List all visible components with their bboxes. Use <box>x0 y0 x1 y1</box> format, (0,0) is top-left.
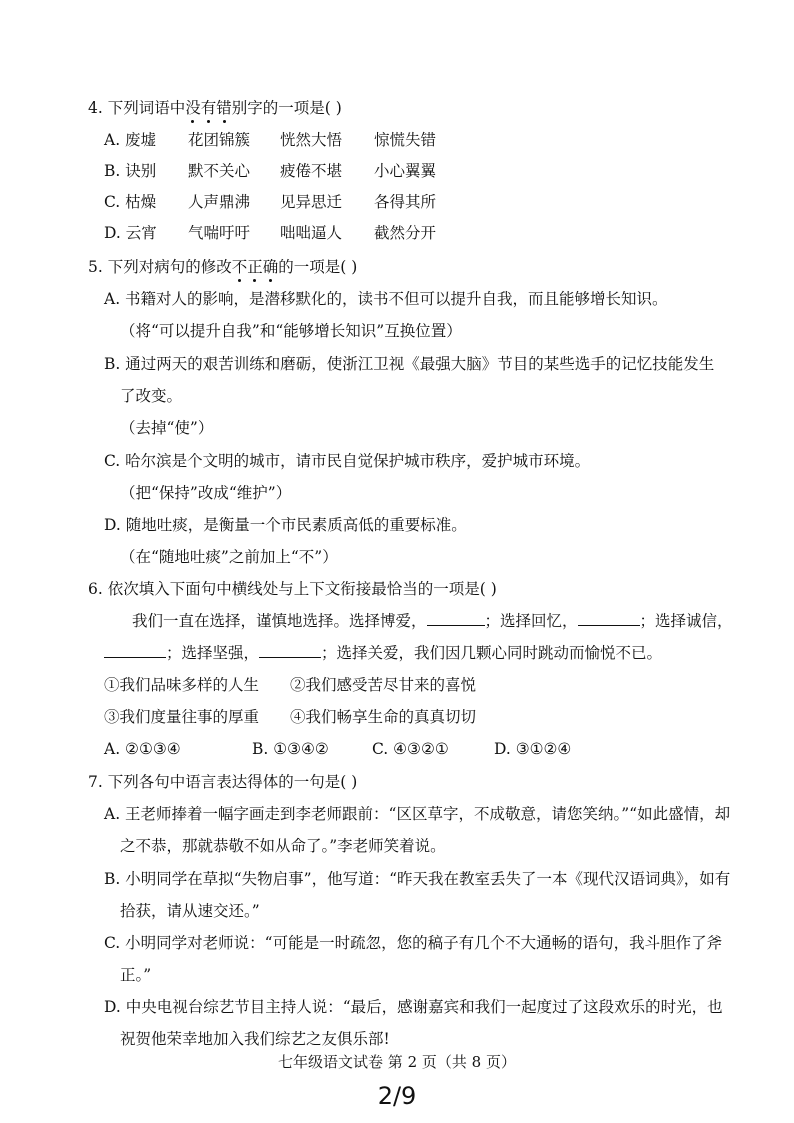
q5-option-a-fix: （将“可以提升自我”和“能够增长知识”互换位置） <box>120 322 462 340</box>
emphasis-char: 确 <box>262 258 279 276</box>
q4-cell: 恍然大悟 <box>280 131 343 149</box>
emphasis-char: 正 <box>247 258 263 276</box>
q4-stem-pre: 4. 下列词语中 <box>88 99 186 117</box>
page-indicator: 2/9 <box>377 1082 417 1110</box>
q4-cell: 咄咄逼人 <box>280 224 343 242</box>
q6-text: ；选择诚信， <box>639 612 733 630</box>
q4-cell: C. 枯燥 <box>104 193 157 211</box>
q5-option-d: D. 随地吐痰，是衡量一个市民素质高低的重要标准。 <box>104 516 467 534</box>
q4-option-a <box>104 130 474 150</box>
q6-answer: B. ①③④② <box>252 740 329 758</box>
q7-option-c-line2: 正。” <box>120 966 152 984</box>
q4-cell: 疲倦不堪 <box>280 162 343 180</box>
q4-cell: 各得其所 <box>374 193 437 211</box>
q5-stem-post: 的一项是( ) <box>278 258 358 276</box>
q4-option-d <box>104 223 474 243</box>
q4-cell: 默不关心 <box>188 162 251 180</box>
q4-cell: D. 云宵 <box>104 224 157 242</box>
q4-cell: A. 废墟 <box>104 131 157 149</box>
q4-cell: 气喘吁吁 <box>188 224 251 242</box>
q4-cell: B. 诀别 <box>104 162 157 180</box>
q5-option-d-fix: （在“随地吐痰”之前加上“不”） <box>120 548 338 566</box>
q7-option-d-line1: D. 中央电视台综艺节目主持人说：“最后，感谢嘉宾和我们一起度过了这段欢乐的时光，也 <box>104 998 723 1016</box>
q4-cell: 截然分开 <box>374 224 437 242</box>
q6-sentence: ④我们畅享生命的真真切切 <box>290 708 477 726</box>
q7-option-c-line1: C. 小明同学对老师说：“可能是一时疏忽，您的稿子有几个不大通畅的语句，我斗胆作了斧 <box>104 934 723 952</box>
q4-cell: 见异思迁 <box>280 193 343 211</box>
q7-stem: 7. 下列各句中语言表达得体的一句是( ) <box>88 773 358 791</box>
q5-stem-pre: 5. 下列对病句的修改 <box>88 258 232 276</box>
fill-blank <box>578 611 640 626</box>
q4-stem-post: 别字的一项是( ) <box>231 99 342 117</box>
q4-stem <box>88 98 342 118</box>
q6-text: 我们一直在选择，谨慎地选择。选择博爱， <box>132 612 427 630</box>
q5-option-a: A. 书籍对人的影响，是潜移默化的，读书不但可以提升自我，而且能够增长知识。 <box>104 290 668 308</box>
q7-option-b-line2: 拾获，请从速交还。” <box>120 902 260 920</box>
q5-option-c: C. 哈尔滨是个文明的城市，请市民自觉保护城市秩序，爱护城市环境。 <box>104 452 591 470</box>
q5-option-b-fix: （去掉“使”） <box>120 419 214 437</box>
q6-passage-line1 <box>132 611 733 631</box>
q6-sentence: ②我们感受苦尽甘来的喜悦 <box>290 676 477 694</box>
q6-text: ；选择回忆， <box>484 612 578 630</box>
q5-option-c-fix: （把“保持”改成“维护”） <box>120 484 292 502</box>
q6-answer: D. ③①②④ <box>494 740 572 758</box>
fill-blank <box>104 643 166 658</box>
q6-sentences-row2 <box>104 707 476 727</box>
q7-option-d-line2: 祝贺他荣幸地加入我们综艺之友俱乐部! <box>120 1030 390 1048</box>
q6-sentence: ①我们品味多样的人生 <box>104 676 260 694</box>
fill-blank <box>259 643 321 658</box>
q7-option-a-line1: A. 王老师捧着一幅字画走到李老师跟前：“区区草字，不成敬意，请您笑纳。”“如此盛情，却 <box>104 805 731 823</box>
q4-cell: 惊慌失错 <box>374 131 437 149</box>
q6-text: ；选择坚强， <box>166 644 260 662</box>
q6-passage-line2 <box>104 643 662 663</box>
q7-option-a-line2: 之不恭，那就恭敬不如从命了。”李老师笑着说。 <box>120 837 446 855</box>
page-footer: 七年级语文试卷 第 2 页（共 8 页） <box>278 1053 516 1071</box>
q5-option-b-line2: 了改变。 <box>120 387 183 405</box>
q4-cell: 花团锦簇 <box>188 131 251 149</box>
q6-answers <box>104 739 571 759</box>
q6-answer: A. ②①③④ <box>104 740 181 758</box>
q6-answer: C. ④③②① <box>372 740 449 758</box>
q4-option-c <box>104 192 474 212</box>
q5-option-b-line1: B. 通过两天的艰苦训练和磨砺，使浙江卫视《最强大脑》节目的某些选手的记忆技能发生 <box>104 355 715 373</box>
q4-cell: 小心翼翼 <box>374 162 437 180</box>
emphasis-char: 没 <box>185 99 201 117</box>
fill-blank <box>427 611 485 626</box>
q6-sentences-row1 <box>104 675 476 695</box>
emphasis-char: 错 <box>216 99 232 117</box>
emphasis-char: 不 <box>231 258 248 276</box>
q4-cell: 人声鼎沸 <box>188 193 251 211</box>
q4-option-b <box>104 161 474 181</box>
emphasis-char: 有 <box>200 99 217 117</box>
q6-sentence: ③我们度量往事的厚重 <box>104 708 260 726</box>
q6-stem: 6. 依次填入下面句中横线处与上下文衔接最恰当的一项是( ) <box>88 580 497 598</box>
q7-option-b-line1: B. 小明同学在草拟“失物启事”，他写道：“昨天我在教室丢失了一本《现代汉语词典》，如有 <box>104 870 731 888</box>
q6-text: ；选择关爱，我们因几颗心同时跳动而愉悦不已。 <box>321 644 663 662</box>
q5-stem <box>88 257 357 277</box>
